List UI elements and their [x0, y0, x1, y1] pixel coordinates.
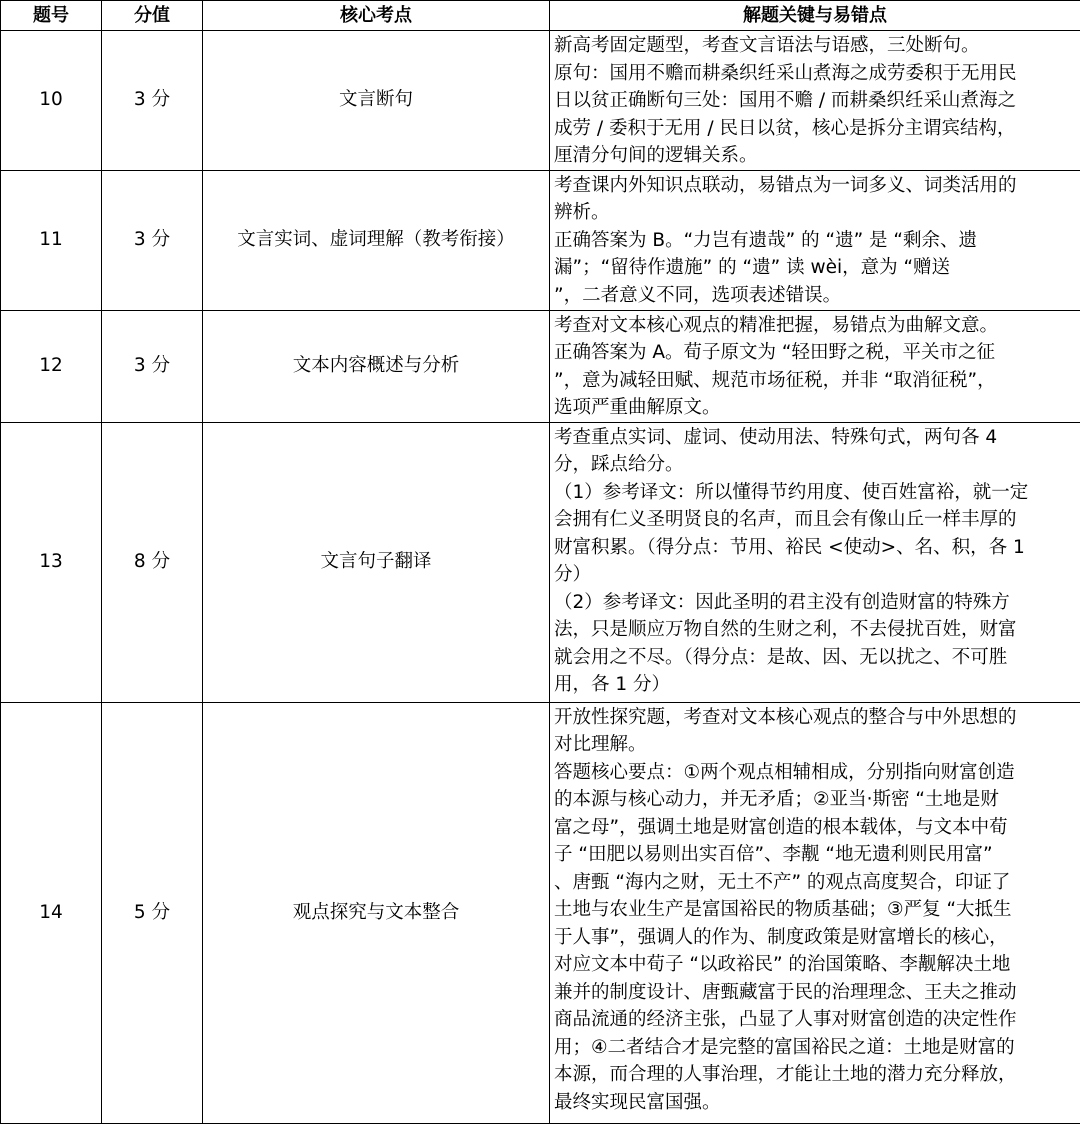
- key-points-line: 法，只是顺应万物自然的生财之利，不去侵扰百姓，财富: [554, 616, 1077, 644]
- question-score: 3 分: [102, 170, 203, 310]
- table-row: [1, 422, 1080, 702]
- key-points: [550, 422, 1080, 702]
- key-points-line: 对比理解。: [554, 731, 1077, 759]
- key-points-line: 原句：国用不赡而耕桑织纴采山煮海之成劳委积于无用民: [554, 60, 1077, 88]
- table-row: [1, 31, 1080, 171]
- key-points-line: 厘清分句间的逻辑关系。: [554, 142, 1077, 170]
- question-score: 5 分: [102, 702, 203, 1123]
- question-number: 13: [1, 422, 102, 702]
- table-row: [1, 310, 1080, 422]
- header-question-number: 题号: [1, 1, 102, 31]
- key-points-line: 新高考固定题型，考查文言语法与语感，三处断句。: [554, 32, 1077, 60]
- key-points-line: 富之母”，强调土地是财富创造的根本载体，与文本中荀: [554, 814, 1077, 842]
- question-score: 3 分: [102, 31, 203, 171]
- question-number: 10: [1, 31, 102, 171]
- key-points-line: 选项严重曲解原文。: [554, 394, 1077, 422]
- table-row: [1, 702, 1080, 1123]
- question-number: 11: [1, 170, 102, 310]
- question-number: 14: [1, 702, 102, 1123]
- key-points-line: （2）参考译文：因此圣明的君主没有创造财富的特殊方: [554, 589, 1077, 617]
- key-points-line: 日以贫正确断句三处：国用不赡 / 而耕桑织纴采山煮海之: [554, 87, 1077, 115]
- key-points-line: 成劳 / 委积于无用 / 民日以贫，核心是拆分主谓宾结构，: [554, 115, 1077, 143]
- key-points-line: 漏”；“留待作遗施” 的 “遗” 读 wèi，意为 “赠送: [554, 254, 1077, 282]
- key-points: [550, 310, 1080, 422]
- key-points-line: 最终实现民富国强。: [554, 1089, 1077, 1117]
- header-core-topic: 核心考点: [203, 1, 550, 31]
- key-points-line: ”，意为减轻田赋、规范市场征税，并非 “取消征税”，: [554, 367, 1077, 395]
- key-points-line: 辨析。: [554, 199, 1077, 227]
- core-topic: 观点探究与文本整合: [203, 702, 550, 1123]
- header-key-points: 解题关键与易错点: [550, 1, 1080, 31]
- key-points: [550, 170, 1080, 310]
- question-score: 8 分: [102, 422, 203, 702]
- key-points-line: 商品流通的经济主张，凸显了人事对财富创造的决定性作: [554, 1006, 1077, 1034]
- key-points-line: 土地与农业生产是富国裕民的物质基础；③严复 “大抵生: [554, 896, 1077, 924]
- key-points-line: 会拥有仁义圣明贤良的名声，而且会有像山丘一样丰厚的: [554, 506, 1077, 534]
- key-points-line: 对应文本中荀子 “以政裕民” 的治国策略、李觏解决土地: [554, 951, 1077, 979]
- key-points-line: 本源，而合理的人事治理，才能让土地的潜力充分释放，: [554, 1061, 1077, 1089]
- key-points-line: 就会用之不尽。（得分点：是故、因、无以扰之、不可胜: [554, 644, 1077, 672]
- core-topic: 文言实词、虚词理解（教考衔接）: [203, 170, 550, 310]
- question-score: 3 分: [102, 310, 203, 422]
- key-points-line: 子 “田肥以易则出实百倍”、李觏 “地无遗利则民用富”: [554, 841, 1077, 869]
- key-points-line: 正确答案为 B。“力岂有遗哉” 的 “遗” 是 “剩余、遗: [554, 227, 1077, 255]
- header-score: 分值: [102, 1, 203, 31]
- key-points-line: 分）: [554, 561, 1077, 589]
- key-points-line: 用；④二者结合才是完整的富国裕民之道：土地是财富的: [554, 1034, 1077, 1062]
- key-points-line: 于人事”，强调人的作为、制度政策是财富增长的核心，: [554, 924, 1077, 952]
- key-points-line: 考查重点实词、虚词、使动用法、特殊句式，两句各 4: [554, 424, 1077, 452]
- key-points-line: 开放性探究题，考查对文本核心观点的整合与中外思想的: [554, 704, 1077, 732]
- key-points-line: 答题核心要点：①两个观点相辅相成，分别指向财富创造: [554, 759, 1077, 787]
- key-points-line: ”，二者意义不同，选项表述错误。: [554, 282, 1077, 310]
- key-points-line: 考查对文本核心观点的精准把握，易错点为曲解文意。: [554, 312, 1077, 340]
- key-points-line: 分，踩点给分。: [554, 451, 1077, 479]
- key-points-line: 、唐甄 “海内之财，无土不产” 的观点高度契合，印证了: [554, 869, 1077, 897]
- key-points-line: 财富积累。（得分点：节用、裕民 <使动>、名、积，各 1: [554, 534, 1077, 562]
- core-topic: 文本内容概述与分析: [203, 310, 550, 422]
- key-points-line: 考查课内外知识点联动，易错点为一词多义、词类活用的: [554, 172, 1077, 200]
- key-points-line: 的本源与核心动力，并无矛盾；②亚当·斯密 “土地是财: [554, 786, 1077, 814]
- key-points: [550, 702, 1080, 1123]
- key-points-line: 用，各 1 分）: [554, 671, 1077, 699]
- key-points-line: （1）参考译文：所以懂得节约用度、使百姓富裕，就一定: [554, 479, 1077, 507]
- core-topic: 文言断句: [203, 31, 550, 171]
- header-row: [1, 1, 1080, 31]
- question-number: 12: [1, 310, 102, 422]
- key-points-line: 兼并的制度设计、唐甄藏富于民的治理理念、王夫之推动: [554, 979, 1077, 1007]
- key-points-line: 正确答案为 A。荀子原文为 “轻田野之税，平关市之征: [554, 339, 1077, 367]
- core-topic: 文言句子翻译: [203, 422, 550, 702]
- key-points: [550, 31, 1080, 171]
- table-row: [1, 170, 1080, 310]
